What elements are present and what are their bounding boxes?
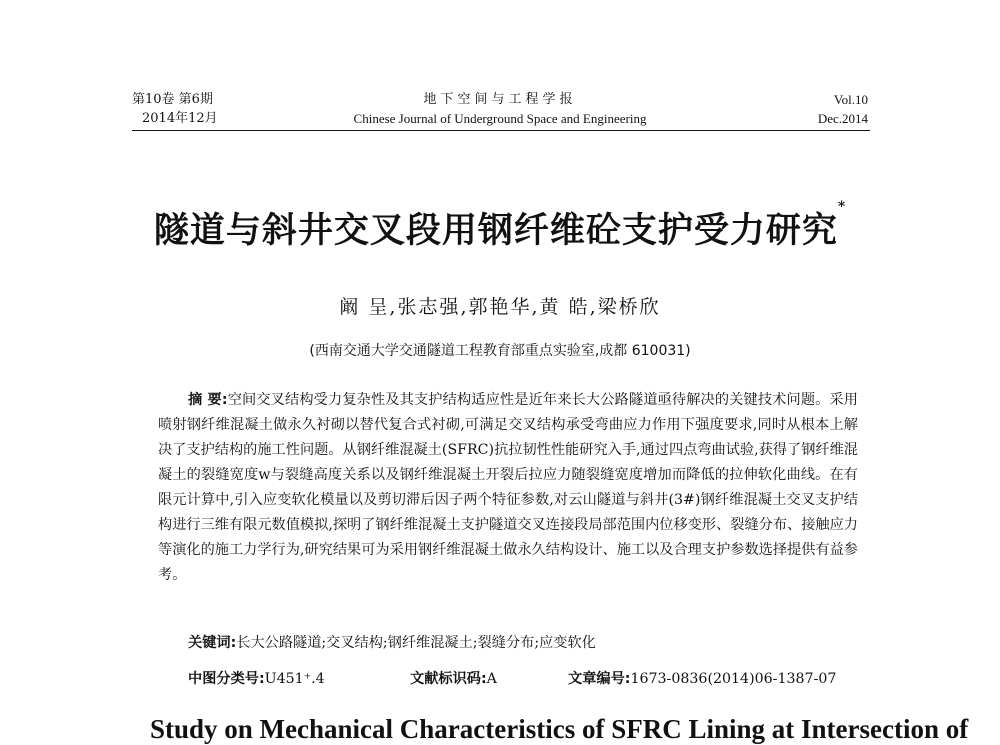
clc-number <box>188 668 325 688</box>
document-code <box>410 668 497 688</box>
header-center <box>330 90 670 128</box>
keywords <box>188 632 858 652</box>
abstract-text: 空间交叉结构受力复杂性及其支护结构适应性是近年来长大公路隧道亟待解决的关键技术问题。采用喷射钢纤维混凝土做永久衬砌以替代复合式衬砌,可满足交叉结构承受弯曲应力作用下强度要求,同时从根本上解决了支护结构的施工性问题。从钢纤维混凝土(SFRC)抗拉韧性性能研究入手,通过四点弯曲试验,获得了钢纤维混凝土的裂缝宽度w与裂缝高度关系以及钢纤维混凝土开裂后拉应力随裂缝宽度增加而降低的拉伸软化曲线。在有限元计算中,引入应变软化模量以及剪切滞后因子两个特征参数,对云山隧道与斜井(3#)钢纤维混凝土交叉支护结构进行三维有限元数值模拟,探明了钢纤维混凝土支护隧道交叉连接段局部范围内位移变形、裂缝分布、接触应力等演化的施工力学行为,研究结果可为采用钢纤维混凝土做永久结构设计、施工以及合理支护参数选择提供有益参考。 <box>158 392 858 583</box>
abstract-label: 摘 要: <box>188 392 228 408</box>
article-title <box>0 199 1000 253</box>
clc-value: U451⁺.4 <box>264 671 325 687</box>
journal-header <box>0 90 1000 130</box>
volume-issue: 第10卷 第6期 <box>132 92 213 107</box>
doc-value: A <box>486 671 497 687</box>
header-right <box>818 90 868 128</box>
article-no-value: 1673-0836(2014)06-1387-07 <box>630 671 837 687</box>
issue-date-cn: 2014年12月 <box>142 111 218 126</box>
article-no-label: 文章编号: <box>568 671 631 687</box>
clc-label: 中图分类号: <box>188 671 265 687</box>
doc-label: 文献标识码: <box>410 671 487 687</box>
header-rule <box>132 130 870 131</box>
header-left <box>132 90 218 128</box>
keywords-label: 关键词: <box>188 635 237 651</box>
author-list: 阚 呈,张志强,郭艳华,黄 皓,梁桥欣 <box>339 296 661 318</box>
volume-en: Vol.10 <box>833 92 868 107</box>
affiliation: (西南交通大学交通隧道工程教育部重点实验室,成都 610031) <box>309 343 691 359</box>
keywords-text: 长大公路隧道;交叉结构;钢纤维混凝土;裂缝分布;应变软化 <box>236 635 596 651</box>
journal-name-en: Chinese Journal of Underground Space and Engineering <box>353 111 647 126</box>
english-title-partial: Study on Mechanical Characteristics of SFRC Lining at Intersection of <box>150 714 969 744</box>
journal-name-cn: 地下空间与工程学报 <box>423 92 577 107</box>
title-footnote-mark: * <box>837 199 847 215</box>
article-number <box>568 668 836 688</box>
issue-date-en: Dec.2014 <box>817 111 868 126</box>
abstract <box>158 388 858 588</box>
article-title-text: 隧道与斜井交叉段用钢纤维砼支护受力研究 <box>153 210 838 251</box>
